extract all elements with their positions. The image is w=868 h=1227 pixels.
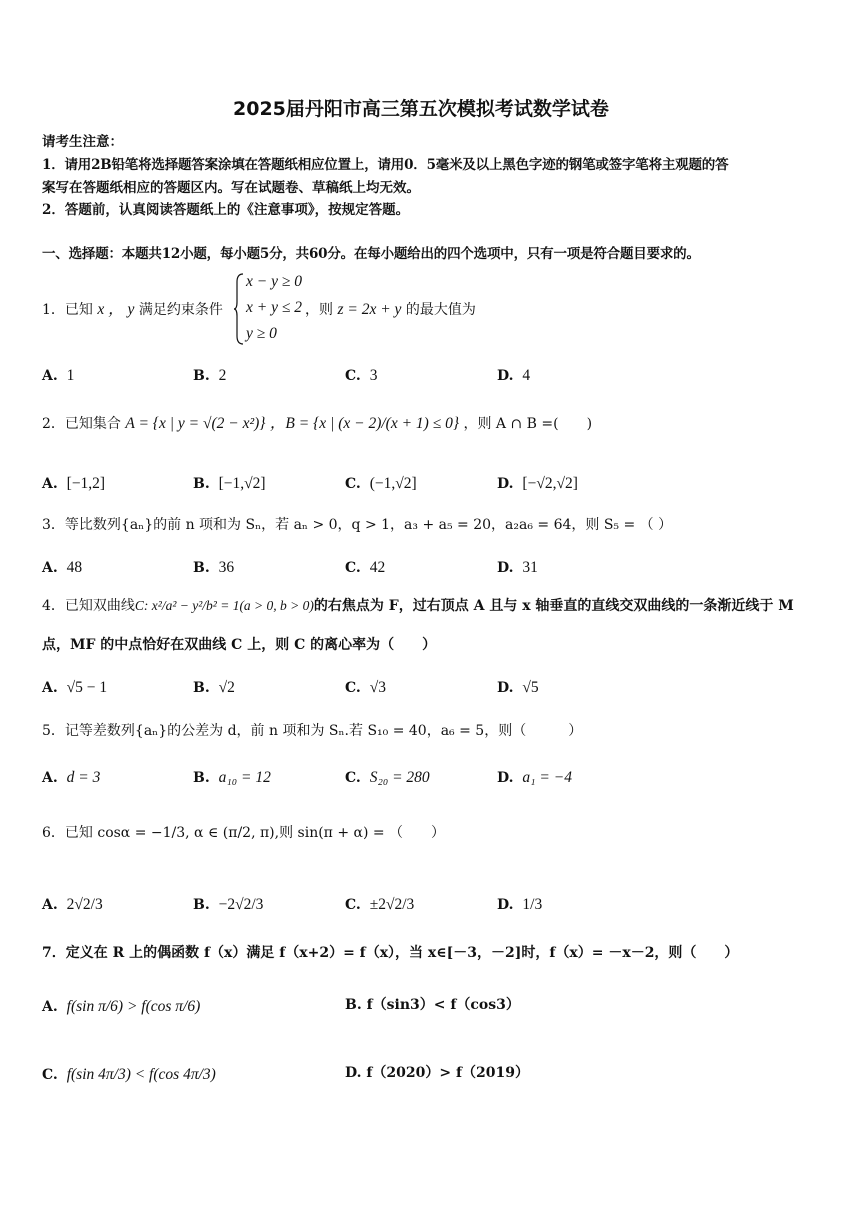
q6-stem: 6．已知 cosα = −1/3, α ∈ (π/2, π),则 sin(π + α) = （ ） — [42, 825, 446, 841]
q1-option-a: A. 1 — [42, 367, 75, 384]
q2-option-c: C. (−1,√2] — [345, 475, 417, 492]
q2-option-b: B. [−1,√2] — [193, 475, 266, 492]
q4-option-c: C. √3 — [345, 679, 386, 696]
q7-option-b: B. f（sin3）< f（cos3） — [345, 997, 520, 1013]
q3-stem: 3．等比数列{aₙ}的前 n 项和为 Sₙ，若 aₙ > 0，q > 1，a₃ + a₅ = 20，a₂a₆ = 64，则 S₅ = （ ） — [42, 517, 673, 533]
page-title: 2025届丹阳市高三第五次模拟考试数学试卷 — [233, 98, 609, 120]
q5-stem: 5．记等差数列{aₙ}的公差为 d，前 n 项和为 Sₙ.若 S₁₀ = 40，a₆ = 5，则（ ） — [42, 723, 583, 739]
q4-stem-line-2: 点，MF 的中点恰好在双曲线 C 上，则 C 的离心率为（ ） — [42, 637, 437, 653]
q1-option-c: C. 3 — [345, 367, 378, 384]
notice-line-1: 1．请用2B铅笔将选择题答案涂填在答题纸相应位置上，请用0．5毫米及以上黑色字迹的钢笔或签字笔将主观题的答 — [42, 157, 729, 173]
q5-option-d: D. a₁ = −4 — [497, 769, 572, 786]
q4-stem-line-1: 4．已知双曲线C: x²/a² − y²/b² = 1(a > 0, b > 0)的右焦点为 F，过右顶点 A 且与 x 轴垂直的直线交双曲线的一条渐近线于 M — [42, 598, 794, 614]
q2-stem: 2．已知集合 A = {x | y = √(2 − x²)} ，B = {x | (x − 2)/(x + 1) ≤ 0} ，则 A ∩ B =( ) — [42, 415, 593, 432]
q7-option-d: D. f（2020）> f（2019） — [345, 1065, 529, 1081]
q2-option-a: A. [−1,2] — [42, 475, 106, 492]
q3-option-a: A. 48 — [42, 559, 83, 576]
q7-option-c: C. f(sin 4π/3) < f(cos 4π/3) — [42, 1066, 216, 1083]
q3-option-b: B. 36 — [193, 559, 235, 576]
section-heading: 一、选择题：本题共12小题，每小题5分，共60分。在每小题给出的四个选项中，只有一项是符合题目要求的。 — [42, 246, 700, 262]
q4-option-b: B. √2 — [193, 679, 235, 696]
q6-option-b: B. −2√2/3 — [193, 896, 264, 913]
q7-stem: 7．定义在 R 上的偶函数 f（x）满足 f（x+2）= f（x），当 x∈[－3，－2]时，f（x）= －x－2，则（ ） — [42, 945, 739, 961]
q4-option-d: D. √5 — [497, 679, 539, 696]
q3-option-c: C. 42 — [345, 559, 386, 576]
q4-option-a: A. √5 − 1 — [42, 679, 108, 696]
q5-option-a: A. d = 3 — [42, 769, 101, 786]
q5-option-b: B. a₁₀ = 12 — [193, 769, 271, 786]
q1-option-b: B. 2 — [193, 367, 227, 384]
q1-constraint-1: x − y ≥ 0 — [246, 273, 302, 290]
q6-option-d: D. 1/3 — [497, 896, 543, 913]
notice-heading: 请考生注意： — [42, 134, 123, 150]
q1-stem-tail: ，则 z = 2x + y 的最大值为 — [305, 301, 476, 318]
q3-option-d: D. 31 — [497, 559, 538, 576]
q1-brace — [234, 272, 244, 346]
q6-option-c: C. ±2√2/3 — [345, 896, 415, 913]
notice-line-2: 案写在答题纸相应的答题区内。写在试题卷、草稿纸上均无效。 — [42, 180, 420, 196]
q5-option-c: C. S₂₀ = 280 — [345, 769, 430, 786]
q6-option-a: A. 2√2/3 — [42, 896, 103, 913]
q1-stem: 1．已知 x ， y 满足约束条件 — [42, 301, 223, 318]
q1-constraint-2: x + y ≤ 2 — [246, 299, 302, 316]
notice-line-3: 2．答题前，认真阅读答题纸上的《注意事项》，按规定答题。 — [42, 202, 410, 218]
q7-option-a: A. f(sin π/6) > f(cos π/6) — [42, 998, 201, 1015]
q1-option-d: D. 4 — [497, 367, 531, 384]
q1-constraint-3: y ≥ 0 — [246, 325, 277, 342]
q2-option-d: D. [−√2,√2] — [497, 475, 578, 492]
